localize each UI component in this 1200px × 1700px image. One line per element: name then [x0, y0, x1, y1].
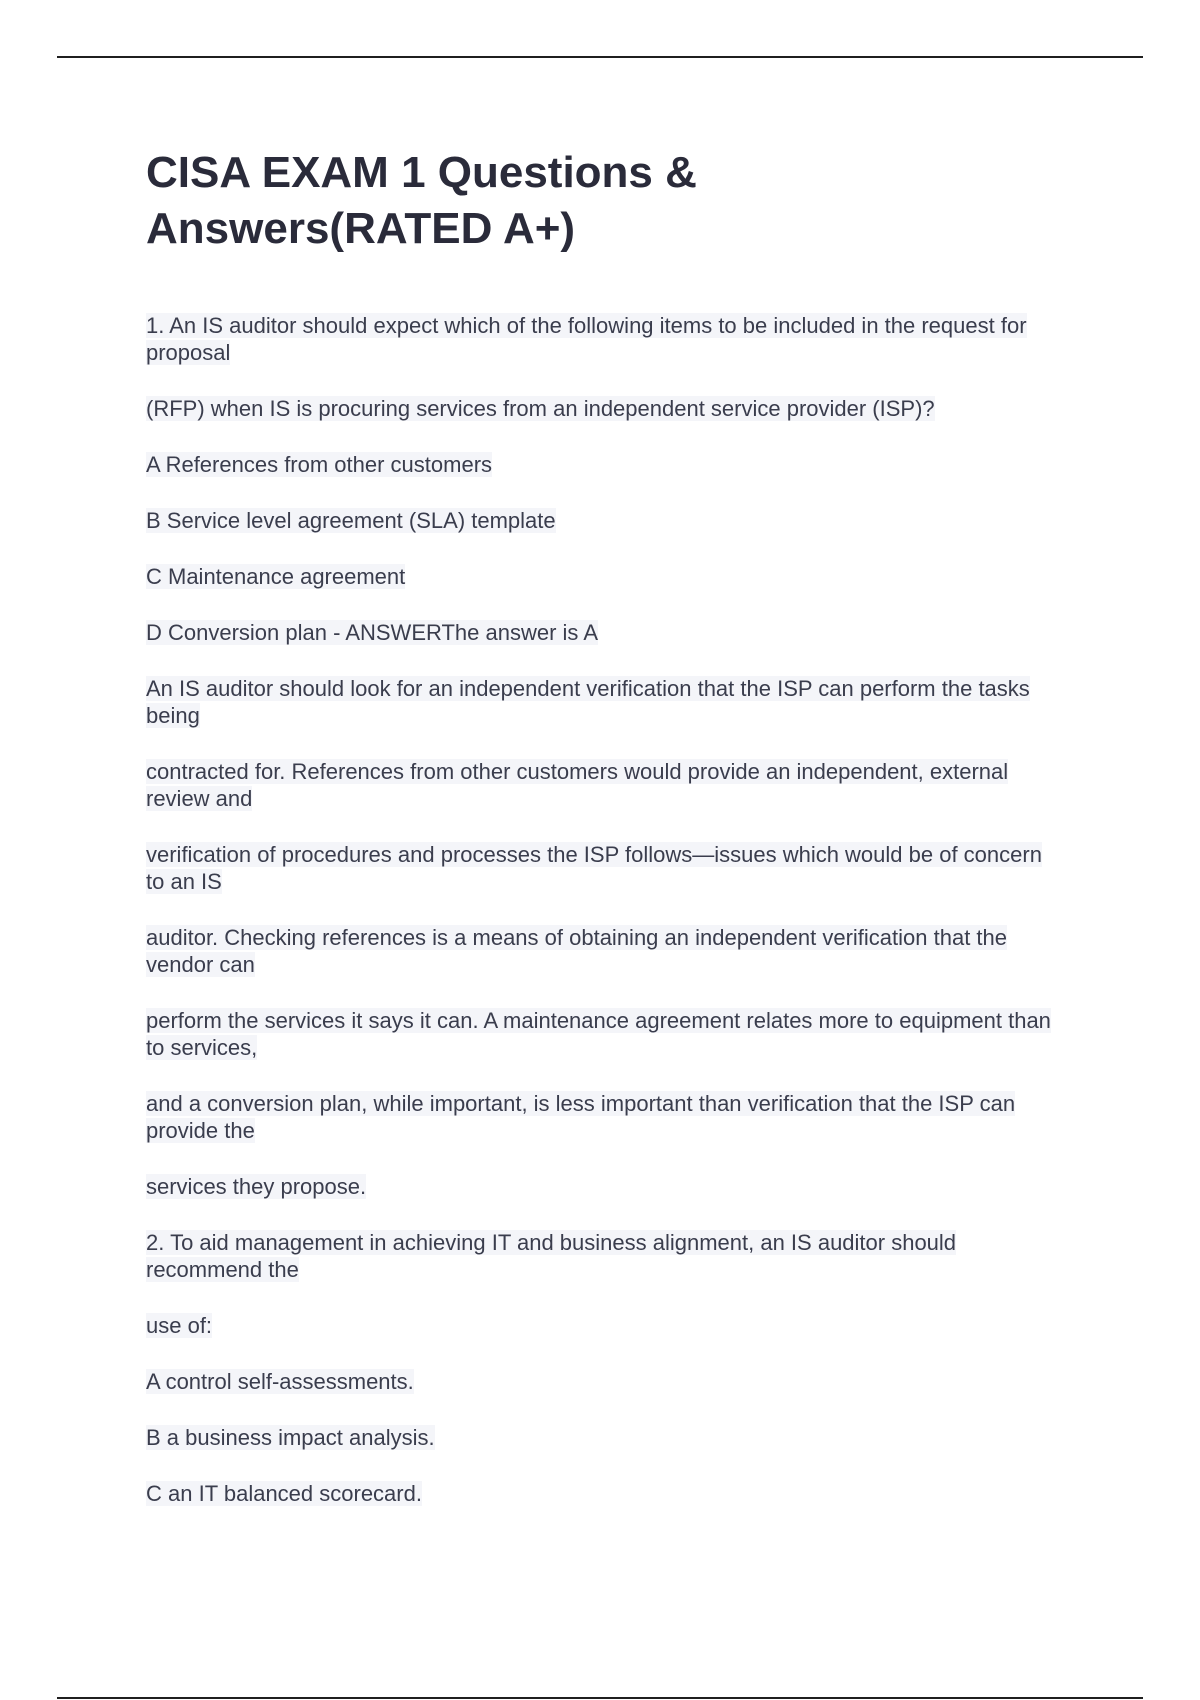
- question-2-stem-part-2: use of:: [146, 1313, 213, 1338]
- question-2-option-c: C an IT balanced scorecard.: [146, 1481, 422, 1506]
- explanation-paragraph: services they propose.: [146, 1174, 367, 1199]
- explanation-paragraph: contracted for. References from other customers would provide an independent, external review and: [146, 759, 1009, 811]
- bottom-rule: [57, 1697, 1143, 1699]
- question-1-option-b: B Service level agreement (SLA) template: [146, 508, 556, 533]
- question-1-stem-part-1: 1. An IS auditor should expect which of the following items to be included in the request for proposal: [146, 313, 1027, 365]
- question-1-option-c: C Maintenance agreement: [146, 564, 406, 589]
- explanation-paragraph: perform the services it says it can. A maintenance agreement relates more to equipment than to services,: [146, 1008, 1051, 1060]
- question-2-option-a: A control self-assessments.: [146, 1369, 414, 1394]
- explanation-paragraph: An IS auditor should look for an independent verification that the ISP can perform the tasks being: [146, 676, 1030, 728]
- document-body: [146, 312, 1066, 1507]
- document-title: CISA EXAM 1 Questions & Answers(RATED A+): [146, 148, 697, 253]
- explanation-paragraph: and a conversion plan, while important, is less important than verification that the ISP can provide the: [146, 1091, 1016, 1143]
- question-1-option-d-answer: D Conversion plan - ANSWERThe answer is A: [146, 620, 598, 645]
- top-rule: [57, 56, 1143, 58]
- question-1-option-a: A References from other customers: [146, 452, 493, 477]
- question-1-stem-part-2: (RFP) when IS is procuring services from an independent service provider (ISP)?: [146, 396, 935, 421]
- explanation-paragraph: auditor. Checking references is a means of obtaining an independent verification that the vendor can: [146, 925, 1007, 977]
- question-2-option-b: B a business impact analysis.: [146, 1425, 435, 1450]
- explanation-paragraph: verification of procedures and processes the ISP follows—issues which would be of concern to an IS: [146, 842, 1042, 894]
- question-2-stem-part-1: 2. To aid management in achieving IT and business alignment, an IS auditor should recommend the: [146, 1230, 957, 1282]
- document-content: [146, 145, 1066, 1536]
